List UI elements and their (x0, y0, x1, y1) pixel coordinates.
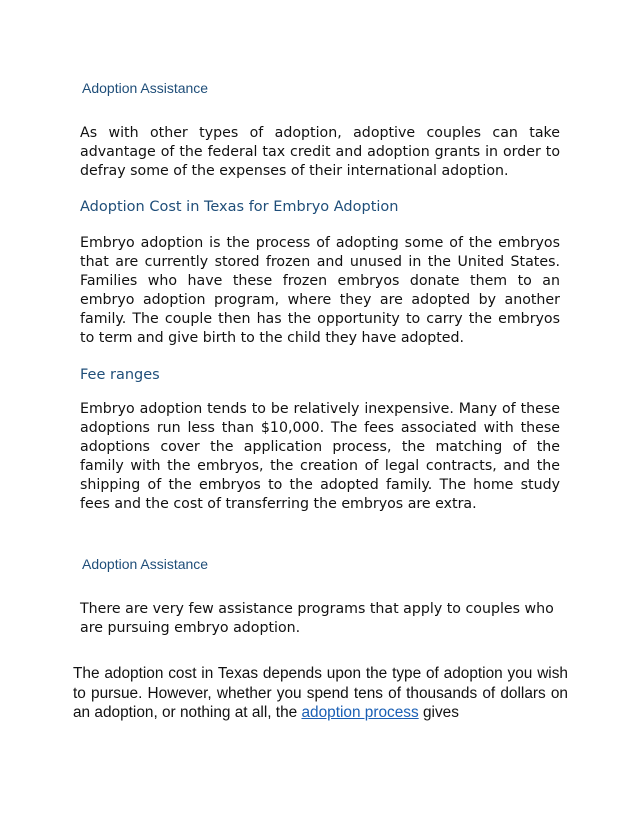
body-text-start: The adoption cost in Texas depends upon the type of adoption you wish to pursue. However, whether you spend tens of thousands of dollars on an adoption, or nothing at all, the (73, 665, 568, 721)
adoption-process-link[interactable]: adoption process (301, 704, 419, 721)
paragraph-embryo-adoption: Embryo adoption is the process of adopting some of the embryos that are currently stored frozen and unused in the United States. Families who have these frozen embryos donate them to an embryo adoption program, where they are adopted by another family. The couple then has the opportunity to carry the embryos to term and give birth to the child they have adopted. (80, 235, 560, 346)
heading-adoption-assistance: Adoption Assistance (82, 80, 209, 96)
body-paragraph (73, 664, 568, 723)
paragraph-assistance-programs: There are very few assistance programs that apply to couples who are pursuing embryo adoption. (80, 601, 554, 636)
heading-fee-ranges: Fee ranges (80, 367, 160, 383)
paragraph-tax-credit: As with other types of adoption, adoptive couples can take advantage of the federal tax credit and adoption grants in order to defray some of the expenses of their international adoption. (80, 125, 560, 179)
heading-embryo-adoption-cost: Adoption Cost in Texas for Embryo Adoption (80, 199, 399, 215)
body-text-end: gives (418, 704, 459, 721)
heading-adoption-assistance-2: Adoption Assistance (82, 556, 209, 572)
paragraph-fee-ranges: Embryo adoption tends to be relatively inexpensive. Many of these adoptions run less than $10,000. The fees associated with these adoptions cover the application process, the matching of the family with the embryos, the creation of legal contracts, and the shipping of the embryos to the adopted family. The home study fees and the cost of transferring the embryos are extra. (80, 401, 560, 512)
